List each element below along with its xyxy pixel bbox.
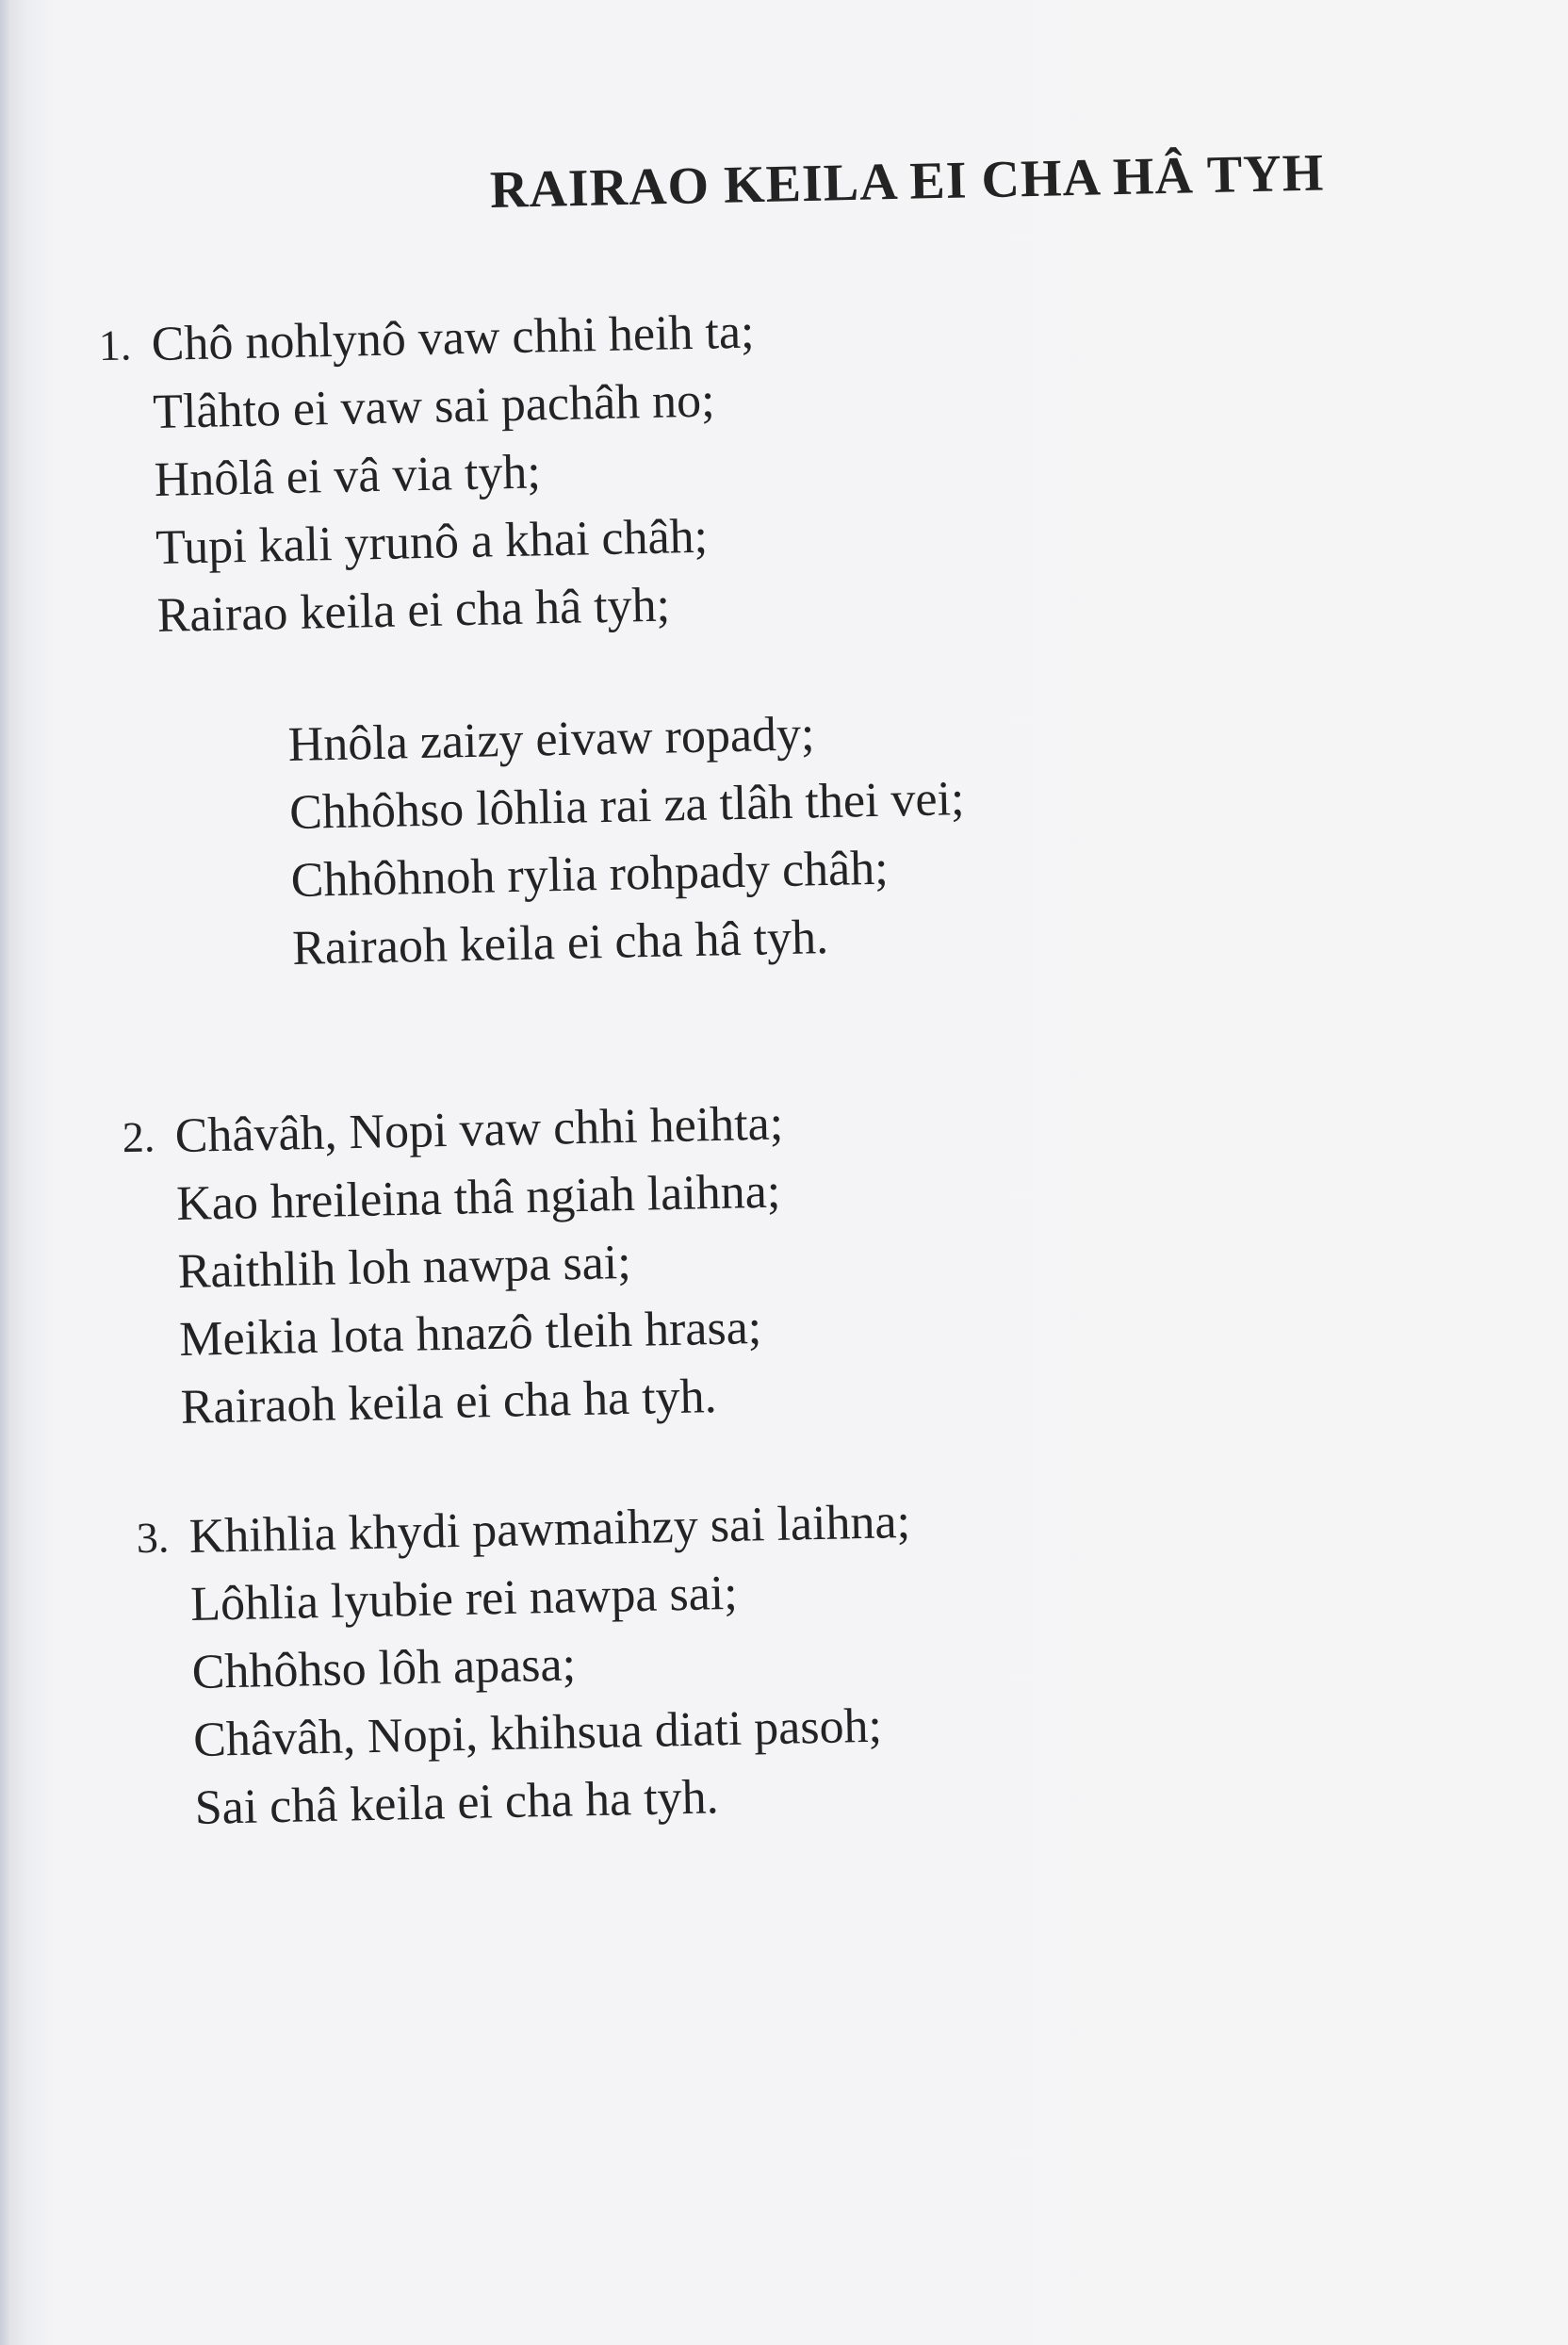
verse-number: 1.	[98, 320, 132, 370]
verse-line: Rairaoh keila ei cha ha tyh.	[180, 1369, 718, 1435]
refrain-line: Hnôla zaizy eivaw ropady;	[287, 707, 815, 772]
verse-number: 2.	[122, 1112, 155, 1162]
book-spine-edge	[0, 0, 11, 2345]
refrain-line: Chhôhso lôhlia rai za tlâh thei vei;	[288, 771, 965, 840]
verse-1	[98, 299, 760, 650]
refrain-line: Rairaoh keila ei cha hâ tyh.	[291, 910, 829, 976]
verse-2	[122, 1090, 790, 1441]
verse-line: Chhôhso lôh apasa;	[191, 1637, 577, 1699]
song-title: RAIRAO KEILA EI CHA HÂ TYH	[489, 143, 1325, 220]
verse-line: Châvâh, Nopi vaw chhi heihta;	[174, 1096, 784, 1163]
verse-line: Tupi kali yrunô a khai châh;	[155, 509, 709, 575]
refrain	[287, 697, 968, 983]
verse-line: Hnôlâ ei vâ via tyh;	[154, 445, 542, 507]
verse-line: Sai châ keila ei cha ha tyh.	[194, 1770, 720, 1835]
verse-line: Khihlia khydi pawmaihzy sai laihna;	[188, 1494, 911, 1564]
verse-line: Meikia lota hnazô tleih hrasa;	[178, 1301, 762, 1367]
verse-line: Lôhlia lyubie rei nawpa sai;	[189, 1566, 739, 1632]
verse-line: Tlâhto ei vaw sai pachâh no;	[152, 373, 716, 439]
verse-line: Kao hreileina thâ ngiah laihna;	[175, 1164, 781, 1231]
refrain-line: Chhôhnoh rylia rohpady châh;	[290, 841, 890, 908]
verse-3	[136, 1488, 917, 1843]
verse-number: 3.	[136, 1513, 170, 1563]
verse-line: Rairao keila ei cha hâ tyh;	[156, 578, 671, 643]
verse-line: Chô nohlynô vaw chhi heih ta;	[151, 304, 755, 371]
verse-line: Raithlih loh nawpa sai;	[177, 1235, 632, 1299]
verse-line: Châvâh, Nopi, khihsua diati pasoh;	[192, 1698, 883, 1767]
